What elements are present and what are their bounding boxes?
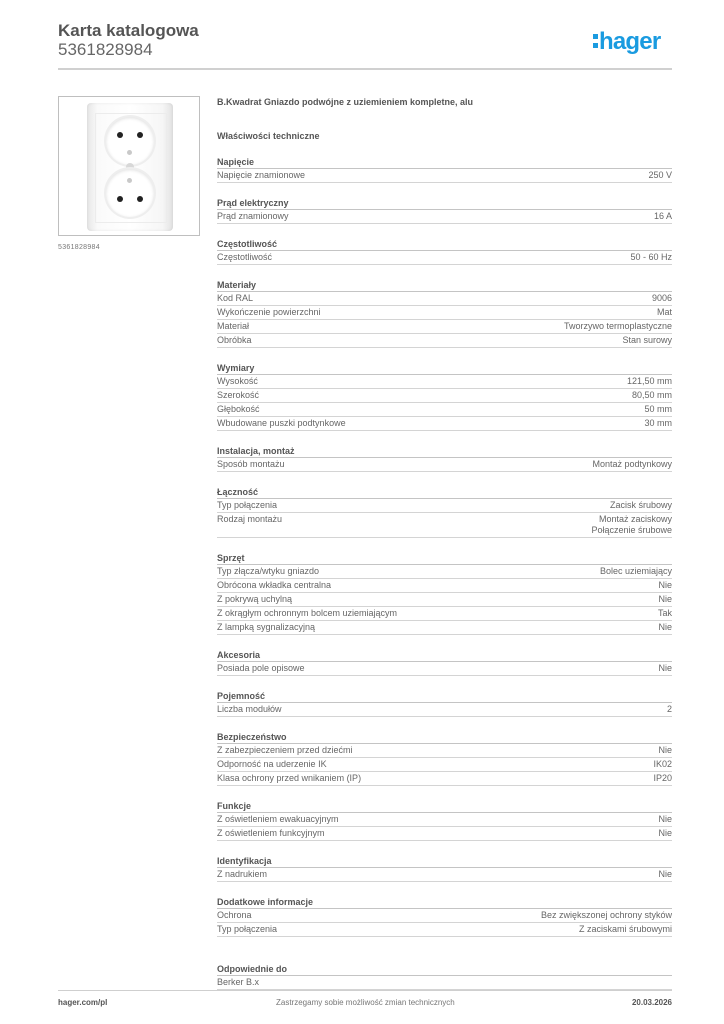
spec-value-line: 250 V [648,170,672,180]
spec-value-line: Nie [658,745,672,755]
spec-value [592,459,672,470]
spec-value [658,608,672,619]
spec-row [217,565,672,579]
spec-value [591,514,672,536]
spec-row [217,513,672,538]
spec-value [658,580,672,591]
spec-section [217,156,672,183]
spec-row [217,499,672,513]
spec-value [610,500,672,511]
spec-section [217,279,672,348]
spec-section [217,731,672,786]
spec-label: Prąd znamionowy [217,211,289,221]
spec-value-line: 121,50 mm [626,376,672,386]
spec-sections [217,156,672,990]
section-title: Łączność [217,486,672,499]
spec-label: Posiada pole opisowe [217,663,305,673]
spec-row [217,320,672,334]
spec-label: Liczba modułów [217,704,282,714]
spec-section [217,238,672,265]
spec-value-line: Stan surowy [622,335,672,345]
spec-value [564,321,672,332]
spec-value-line: Z zaciskami śrubowymi [578,924,672,934]
section-title: Akcesoria [217,649,672,662]
spec-row [217,813,672,827]
spec-value-line: Nie [658,869,672,879]
section-title: Instalacja, montaż [217,445,672,458]
spec-value-line: Nie [658,663,672,673]
spec-value-line: 50 - 60 Hz [630,252,672,262]
spec-row [217,403,672,417]
spec-label: Wbudowane puszki podtynkowe [217,418,346,428]
header-title: Karta katalogowa [58,21,199,40]
section-title: Prąd elektryczny [217,197,672,210]
spec-row [217,744,672,758]
spec-value [632,390,672,401]
spec-row [217,251,672,265]
spec-label: Materiał [217,321,250,331]
spec-label: Typ połączenia [217,500,278,510]
spec-label: Szerokość [217,390,260,400]
pin-icon [137,132,143,138]
spec-label: Wysokość [217,376,258,386]
spec-label: Odporność na uderzenie IK [217,759,327,769]
section-title: Częstotliwość [217,238,672,251]
section-title: Dodatkowe informacje [217,896,672,909]
section-title: Pojemność [217,690,672,703]
spec-value-line: Montaż zaciskowy [598,514,672,524]
spec-value-line: 30 mm [644,418,672,428]
spec-label: Ochrona [217,910,252,920]
spec-section [217,855,672,882]
spec-value-line: Nie [658,594,672,604]
spec-value [654,211,672,222]
spec-value [579,924,672,935]
logo-text: hager [599,28,661,55]
spec-label: Z lampką sygnalizacyjną [217,622,316,632]
spec-row [217,169,672,183]
spec-value [653,773,672,784]
earth-pin-icon [127,150,132,155]
spec-row [217,909,672,923]
properties-title: Właściwości techniczne [217,131,320,141]
spec-row [217,662,672,676]
spec-label: Klasa ochrony przed wnikaniem (IP) [217,773,362,783]
section-title: Sprzęt [217,552,672,565]
section-title: Materiały [217,279,672,292]
spec-value-line: Bolec uziemiający [599,566,672,576]
spec-value [622,335,672,346]
spec-row [217,579,672,593]
spec-label: Z pokrywą uchylną [217,594,293,604]
spec-value-line: Tak [657,608,672,618]
product-code: 5361828984 [58,40,153,59]
spec-value [653,759,672,770]
section-title: Napięcie [217,156,672,169]
header-divider [58,68,672,70]
spec-section [217,649,672,676]
spec-section [217,690,672,717]
spec-label: Z okrągłym ochronnym bolcem uziemiającym [217,608,398,618]
spec-label: Wykończenie powierzchni [217,307,321,317]
spec-value [600,566,672,577]
socket-plate [87,103,173,231]
spec-value [658,622,672,633]
spec-value [658,869,672,880]
section-title: Identyfikacja [217,855,672,868]
spec-section [217,362,672,431]
spec-section [217,197,672,224]
spec-row [217,593,672,607]
spec-row [217,389,672,403]
spec-label: Obróbka [217,335,252,345]
spec-value-line: Mat [656,307,672,317]
spec-value-line: 80,50 mm [631,390,672,400]
section-title: Funkcje [217,800,672,813]
hager-logo [593,28,660,56]
spec-label: Typ złącza/wtyku gniazdo [217,566,320,576]
socket-top [106,117,154,165]
spec-section [217,552,672,635]
spec-label: Rodzaj montażu [217,514,283,524]
earth-pin-icon [127,178,132,183]
spec-row [217,758,672,772]
section-title: Wymiary [217,362,672,375]
spec-value [630,252,672,263]
spec-row [217,923,672,937]
spec-value [658,663,672,674]
spec-row [217,868,672,882]
spec-value-line: Nie [658,828,672,838]
spec-value-line: Nie [658,580,672,590]
spec-value [648,170,672,181]
spec-value-line: Zacisk śrubowy [609,500,672,510]
spec-row [217,417,672,431]
footer-website[interactable]: hager.com/pl [58,998,108,1007]
spec-value-line: 9006 [651,293,672,303]
spec-value-line: Tworzywo termoplastyczne [563,321,672,331]
spec-row [217,976,672,990]
spec-label: Z oświetleniem ewakuacyjnym [217,814,339,824]
spec-value [657,307,672,318]
pin-icon [137,196,143,202]
spec-value [627,376,672,387]
spec-row [217,210,672,224]
spec-label: Z nadrukiem [217,869,268,879]
spec-value-line: IK02 [653,759,672,769]
spec-value [658,828,672,839]
spec-label: Częstotliwość [217,252,273,262]
spec-value-line: Montaż podtynkowy [592,459,672,469]
product-name: B.Kwadrat Gniazdo podwójne z uziemieniem kompletne, alu [217,97,474,107]
spec-value [541,910,672,921]
spec-value [658,594,672,605]
spec-value-line: Bez zwiększonej ochrony styków [540,910,672,920]
spec-row [217,607,672,621]
spec-value-line: IP20 [653,773,672,783]
footer-divider [58,990,672,991]
socket-bottom [106,169,154,217]
spec-section [217,963,672,990]
spec-value [658,814,672,825]
spec-row [217,827,672,841]
spec-label: Obrócona wkładka centralna [217,580,332,590]
pin-icon [117,196,123,202]
spec-label: Berker B.x [217,977,260,987]
spec-label: Z oświetleniem funkcyjnym [217,828,325,838]
spec-value [658,745,672,756]
spec-label: Kod RAL [217,293,254,303]
pin-icon [117,132,123,138]
spec-value [644,404,672,415]
spec-value-line: Nie [658,814,672,824]
spec-section [217,445,672,472]
spec-value-line: Nie [658,622,672,632]
product-image [58,96,200,236]
spec-row [217,375,672,389]
spec-value-line: Połączenie śrubowe [591,525,672,535]
footer-disclaimer: Zastrzegamy sobie możliwość zmian technicznych [276,998,455,1007]
spec-value-line: 16 A [653,211,672,221]
spec-section [217,896,672,937]
section-title: Bezpieczeństwo [217,731,672,744]
spec-row [217,334,672,348]
spec-value [652,293,672,304]
spec-value [667,704,672,715]
spec-label: Głębokość [217,404,260,414]
spec-content [217,96,672,990]
spec-label: Z zabezpieczeniem przed dziećmi [217,745,353,755]
spec-label: Typ połączenia [217,924,278,934]
spec-row [217,772,672,786]
section-title: Odpowiednie do [217,963,672,976]
spec-value-line: 50 mm [644,404,672,414]
spec-label: Napięcie znamionowe [217,170,306,180]
image-caption: 5361828984 [58,244,100,251]
spec-section [217,486,672,538]
spec-section [217,800,672,841]
spec-row [217,306,672,320]
spec-row [217,292,672,306]
spec-row [217,703,672,717]
spec-label: Sposób montażu [217,459,285,469]
spec-row [217,621,672,635]
spec-row [217,458,672,472]
footer-date: 20.03.2026 [631,998,672,1007]
spec-value-line: 2 [666,704,672,714]
spec-value [644,418,672,429]
